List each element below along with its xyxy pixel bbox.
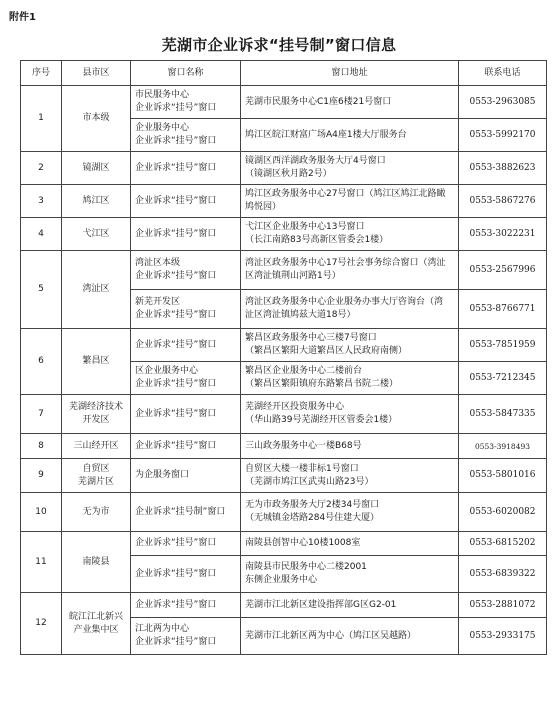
window-address-cell (241, 434, 459, 459)
col-header-phone: 联系电话 (459, 61, 547, 86)
table-row (21, 185, 547, 218)
window-address-line: 镜湖区西洋湖政务服务大厅4号窗口 (245, 156, 386, 166)
window-address-line: 鸠悦园） (245, 202, 282, 212)
window-address-cell (241, 329, 459, 362)
window-address-line: 区湾沚镇荆山河路1号） (245, 271, 341, 281)
window-address-cell (241, 395, 459, 434)
window-address-line: 东侧企业服务中心 (245, 575, 318, 585)
window-name-line: 企业诉求“挂号”窗口 (135, 599, 217, 610)
window-name-cell (131, 362, 241, 395)
district-cell (62, 395, 131, 434)
window-name-line: 湾沚区本级 (135, 258, 181, 268)
window-address-line: 繁昌区政务服务中心三楼7号窗口 (245, 333, 377, 343)
attachment-label: 附件1 (9, 12, 36, 23)
district-cell (62, 86, 131, 152)
phone-cell: 0553-2881072 (459, 593, 547, 618)
district-cell (62, 434, 131, 459)
table-row (21, 395, 547, 434)
window-address-cell (241, 290, 459, 329)
phone-cell: 0553-5847335 (459, 395, 547, 434)
window-name-cell (131, 185, 241, 218)
table-row (21, 434, 547, 459)
window-name-line: 企业诉求“挂号”窗口 (135, 162, 217, 173)
window-name-line: 企业诉求“挂号”窗口 (135, 538, 217, 548)
district-cell (62, 251, 131, 329)
phone-cell: 0553-3022231 (459, 218, 547, 251)
col-header-window-address: 窗口地址 (241, 61, 459, 86)
district-line: 湾沚区 (82, 284, 110, 294)
window-name-cell (131, 329, 241, 362)
window-address-line: 无为市政务服务大厅2楼34号窗口 (245, 500, 380, 510)
district-line: 芜湖片区 (77, 476, 114, 487)
window-name-line: 企业诉求“挂号”窗口 (135, 339, 217, 350)
window-name-cell (131, 493, 241, 532)
table-row (21, 459, 547, 493)
window-address-line: 芜湖市民服务中心C1座6楼21号窗口 (245, 96, 392, 107)
window-address-line: 芜湖市江北新区建设指挥部G区G2-01 (245, 599, 397, 610)
window-address-cell (241, 152, 459, 185)
window-address-line: 鸠江区皖江财富广场A4座1楼大厅服务台 (245, 129, 407, 140)
window-name-line: 企业诉求“挂号”窗口 (135, 195, 217, 206)
row-number-cell: 8 (21, 434, 62, 459)
table-row (21, 593, 547, 618)
window-address-cell (241, 86, 459, 119)
window-name-cell (131, 86, 241, 119)
window-address-cell (241, 185, 459, 218)
district-line: 无为市 (82, 506, 110, 517)
window-name-cell (131, 459, 241, 493)
window-name-line: 新芜开发区 (135, 297, 181, 307)
window-address-line: （华山路39号芜湖经开区管委会1楼） (245, 415, 398, 425)
table-row (21, 532, 547, 556)
window-address-line: 沚区湾沚镇鸠兹大道18号） (245, 310, 356, 320)
phone-cell: 0553-7212345 (459, 362, 547, 395)
window-address-cell (241, 218, 459, 251)
phone-cell: 0553-8766771 (459, 290, 547, 329)
window-address-line: （镜湖区秋月路2号） (245, 169, 332, 179)
window-name-line: 企业服务中心 (135, 123, 190, 133)
window-name-cell (131, 532, 241, 556)
window-address-cell (241, 251, 459, 290)
row-number-cell: 4 (21, 218, 62, 251)
window-name-line: 企业诉求“挂号”窗口 (135, 379, 217, 389)
document-title: 芜湖市企业诉求“挂号制”窗口信息 (161, 36, 397, 54)
district-line: 芜湖经济技术 (68, 402, 123, 412)
col-header-no: 序号 (21, 61, 62, 86)
district-cell (62, 493, 131, 532)
window-address-cell (241, 459, 459, 493)
row-number-cell: 10 (21, 493, 62, 532)
window-address-line: 自贸区大楼一楼非标1号窗口 (245, 463, 359, 474)
phone-cell: 0553-2933175 (459, 618, 547, 655)
window-address-line: 弋江区企业服务中心13号窗口 (245, 222, 365, 232)
window-name-cell (131, 556, 241, 593)
window-name-cell (131, 290, 241, 329)
window-name-cell (131, 395, 241, 434)
col-header-window-name: 窗口名称 (131, 61, 241, 86)
phone-cell: 0553-6839322 (459, 556, 547, 593)
table-row (21, 152, 547, 185)
window-address-line: 南陵县创智中心10楼1008室 (245, 538, 361, 548)
window-name-line: 企业诉求“挂号”窗口 (135, 228, 217, 239)
table-row (21, 329, 547, 362)
phone-cell: 0553-5992170 (459, 119, 547, 152)
row-number-cell: 2 (21, 152, 62, 185)
window-address-line: 芜湖经开区投资服务中心 (245, 402, 345, 412)
row-number-cell: 1 (21, 86, 62, 152)
table-row (21, 86, 547, 119)
window-name-line: 企业诉求“挂号”窗口 (135, 310, 217, 320)
district-line: 三山经开区 (73, 440, 119, 451)
window-name-line: 江北两为中心 (135, 624, 190, 634)
table-row (21, 251, 547, 290)
district-cell (62, 329, 131, 395)
window-address-line: （芜湖市鸠江区武夷山路23号） (245, 476, 374, 487)
window-name-line: 企业诉求“挂号”窗口 (135, 136, 217, 146)
district-cell (62, 218, 131, 251)
row-number-cell: 11 (21, 532, 62, 593)
phone-cell: 0553-3882623 (459, 152, 547, 185)
window-name-line: 企业诉求“挂号”窗口 (135, 637, 217, 647)
district-line: 皖江江北新兴 (68, 611, 123, 622)
row-number-cell: 5 (21, 251, 62, 329)
district-cell (62, 185, 131, 218)
table-row (21, 493, 547, 532)
window-address-line: （长江南路83号高新区管委会1楼） (245, 235, 389, 245)
window-name-cell (131, 119, 241, 152)
window-name-line: 企业诉求“挂号制”窗口 (135, 506, 226, 517)
window-address-line: 湾沚区政务服务中心企业服务办事大厅咨询台（湾 (245, 297, 444, 307)
district-line: 鸠江区 (82, 195, 110, 206)
window-name-cell (131, 218, 241, 251)
window-address-cell (241, 362, 459, 395)
phone-cell: 0553-5867276 (459, 185, 547, 218)
window-name-line: 市民服务中心 (135, 90, 190, 100)
window-address-line: （繁昌区繁阳镇府东路繁昌书院二楼） (245, 379, 399, 389)
row-number-cell: 3 (21, 185, 62, 218)
window-info-table (20, 60, 547, 655)
table-row (21, 218, 547, 251)
window-address-line: （无城镇金塔路284号住建大厦） (245, 513, 380, 523)
window-address-cell (241, 493, 459, 532)
window-name-cell (131, 618, 241, 655)
window-name-line: 企业诉求“挂号”窗口 (135, 103, 217, 113)
phone-cell: 0553-6020082 (459, 493, 547, 532)
district-line: 开发区 (82, 415, 110, 425)
phone-cell: 0553-5801016 (459, 459, 547, 493)
window-address-line: 三山政务服务中心一楼B68号 (245, 440, 362, 451)
window-address-line: 鸠江区政务服务中心27号窗口（鸠江区鸠江北路瞰 (245, 189, 446, 199)
row-number-cell: 6 (21, 329, 62, 395)
window-name-cell (131, 152, 241, 185)
district-cell (62, 152, 131, 185)
window-address-cell (241, 618, 459, 655)
window-address-line: 南陵县市民服务中心二楼2001 (245, 562, 367, 572)
window-name-line: 为企服务窗口 (135, 470, 190, 480)
phone-cell: 0553-2567996 (459, 251, 547, 290)
window-address-line: 湾沚区政务服务中心17号社会事务综合窗口（湾沚 (245, 258, 446, 268)
district-line: 南陵县 (82, 556, 110, 567)
row-number-cell: 7 (21, 395, 62, 434)
col-header-district: 县市区 (62, 61, 131, 86)
district-line: 产业集中区 (73, 624, 119, 635)
table-header-row (21, 61, 547, 86)
window-name-cell (131, 434, 241, 459)
window-address-cell (241, 119, 459, 152)
district-line: 市本级 (82, 113, 110, 123)
window-name-line: 企业诉求“挂号”窗口 (135, 440, 217, 451)
window-name-line: 企业诉求“挂号”窗口 (135, 568, 217, 579)
row-number-cell: 9 (21, 459, 62, 493)
window-address-cell (241, 593, 459, 618)
window-name-line: 企业诉求“挂号”窗口 (135, 271, 217, 281)
window-address-cell (241, 556, 459, 593)
district-cell (62, 593, 131, 655)
window-address-cell (241, 532, 459, 556)
district-line: 弋江区 (82, 228, 110, 239)
window-address-line: （繁昌区繁阳大道繁昌区人民政府南侧） (245, 346, 408, 356)
window-name-line: 企业诉求“挂号”窗口 (135, 408, 217, 419)
window-address-line: 繁昌区企业服务中心二楼前台 (245, 366, 363, 376)
row-number-cell: 12 (21, 593, 62, 655)
phone-cell: 0553-7851959 (459, 329, 547, 362)
district-cell (62, 459, 131, 493)
window-name-cell (131, 593, 241, 618)
district-line: 镜湖区 (82, 162, 110, 173)
district-line: 繁昌区 (82, 356, 110, 366)
phone-cell: 0553-2963085 (459, 86, 547, 119)
district-line: 自贸区 (82, 463, 110, 474)
window-name-cell (131, 251, 241, 290)
phone-cell: 0553-6815202 (459, 532, 547, 556)
phone-cell: 0553-3918493 (459, 434, 547, 459)
window-name-line: 区企业服务中心 (135, 366, 199, 376)
district-cell (62, 532, 131, 593)
window-address-line: 芜湖市江北新区两为中心（鸠江区吴越路） (245, 630, 417, 641)
